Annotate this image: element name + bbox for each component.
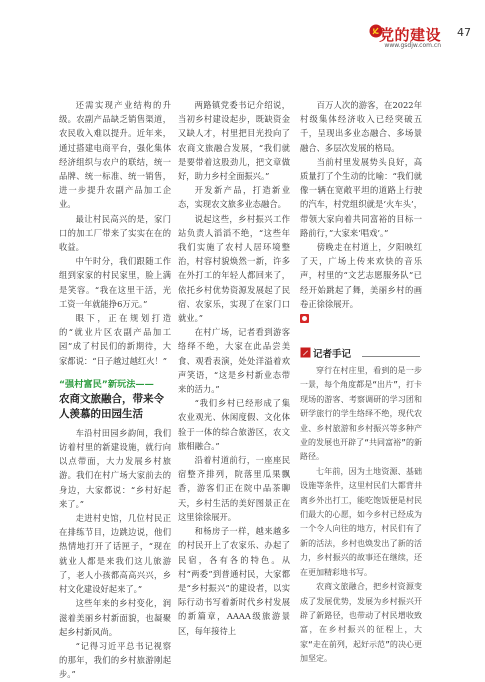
paragraph: 和杨房子一样，越来越多的村民开上了农家乐、办起了民宿，各有各的特色。从村“两委”到普通村民，大家都是“乡村振兴”的建设者，以实际行动书写着新时代乡村发展的新篇章，AAAA级旅游景区，每年接待上 [178,526,290,636]
paragraph: “我们乡村已经形成了集农业观光、休闲度假、文化体验于一体的综合旅游区，农文旅相融合。” [178,398,290,451]
paragraph: 沿着村道前行，一座座民宿整齐排列，院落里瓜果飘香，游客们正在院中品茶聊天，乡村生活的美好图景正在这里徐徐展开。 [178,455,290,522]
paragraph: 车沿村田园乡韵间，我们访着村里的新建设施，就行向以点带面，大力发展乡村旅游。我们在村广场大家前去的身边，大家都说：“乡村好起来了。” [59,427,171,509]
reporter-notes-body [300,364,422,667]
paragraph: 中午时分，我们跟随工作组到家家的村民家里，脸上满是笑容。“我在这里干活，光工资一年就能挣6万元。” [59,256,171,309]
reporter-notes-heading [300,346,420,360]
divider [362,356,420,357]
paragraph: 在村广场，记者看到游客络绎不绝，大家在此品尝美食、观看表演，处处洋溢着欢声笑语，“这是乡村新业态带来的活力。” [178,327,290,395]
paragraph: 眼下，正在规划打造的“就业片区农副产品加工园”成了村民们的新期待，大家都说：“日子越过越红火！” [59,313,171,366]
paragraph: 穿行在村庄里，看到的是一步一景，每个角度都是“出片”，打卡现场的游客、考察调研的学习团和研学旅行的学生络绎不绝，现代农业、乡村旅游和乡村振兴等多种产业的发展也开辟了“共同富裕”的新路径。 [300,366,422,462]
paragraph: 农商文旅融合，把乡村资源变成了发展优势，发展为乡村振兴开辟了新路径，也带动了村民增收致富，在乡村振兴的征程上，大家“走在前列，起好示范”的决心更加坚定。 [300,582,422,664]
paragraph: 最让村民高兴的是，家门口的加工厂带来了实实在在的收益。 [59,213,171,253]
pen-icon [300,347,311,358]
end-of-article-icon [300,314,309,323]
section-title: 农商文旅融合，带来令人羡慕的田园生活 [59,392,164,420]
paragraph: 说起这些，乡村振兴工作站负责人滔滔不绝，“这些年我们实施了农村人居环境整治，村容村貌焕然一新，许多在外打工的年轻人都回来了，依托乡村优势资源发展起了民宿、农家乐，实现了在家门口就业。” [178,213,290,324]
paragraph: 百万人次的游客，在2022年村级集体经济收入已经突破五千，呈现出多业态融合、多场景融合、多层次发展的格局。 [300,100,422,153]
column-2 [178,98,290,638]
paragraph: 走进村史馆，几位村民正在排练节目，边跳边说，他们热情地打开了话匣子，“现在就业人都是来我们这儿旅游了，老人小孩都高高兴兴，乡村文化建设好起来了。” [59,513,171,595]
paragraph: 开发新产品，打造新业态，实现农文旅多业态融合。 [178,185,290,210]
section-subheading: “强村富民”新玩法—— [59,378,154,390]
page-number: 47 [457,26,471,39]
paragraph: 当前村里发展势头良好，高质量打了个生动的比喻：“我们就像一辆在宽敞平坦的道路上行驶的汽车，村党组织就是‘火车头’，带领大家向着共同富裕的目标一路前行，”大家来‘唱戏’。” [300,156,422,238]
paragraph: 傍晚走在村道上，夕阳映红了天，广场上传来欢快的音乐声，村里的“文艺志愿服务队”已经开始跳起了舞，美丽乡村的画卷正徐徐展开。 [300,242,422,309]
magazine-logo: 党的建设 [378,26,441,44]
reporter-notes-label: 记者手记 [313,349,352,360]
paragraph: 七年前，因为土地资源、基础设施等条件，这里村民们大都背井离乡外出打工，能吃饱饭便是村民们最大的心愿，如今乡村已经成为一个令人向往的地方，村民们有了新的活法，乡村也焕发出了新的活力，乡村振兴的故事还在继续，还在更加精彩地书写。 [300,466,422,577]
magazine-url: www.gsdjw.com.cn [384,42,441,49]
paragraph: 还需实现产业结构的升级。农副产品缺乏销售渠道，农民收入难以提升。近年来，通过搭建电商平台，强化集体经济组织与农户的联结，统一品牌、统一标准、统一销售，进一步提升农副产品加工企业。 [59,100,171,210]
column-1 [59,98,171,682]
page-header [0,0,485,58]
paragraph: “记得习近平总书记视察的那年，我们的乡村旅游刚起步。” [59,640,171,680]
paragraph: 两路镇党委书记介绍说，当初乡村建设起步，既缺资金又缺人才，村里把目光投向了农商文旅融合发展，“我们就是要带着这股劲儿，把文章做好，助力乡村全面振兴。” [178,100,290,182]
paragraph: 这些年来的乡村变化，润滋着美丽乡村新面貌，也凝聚起乡村新风尚。 [59,598,171,637]
column-3 [300,98,422,325]
